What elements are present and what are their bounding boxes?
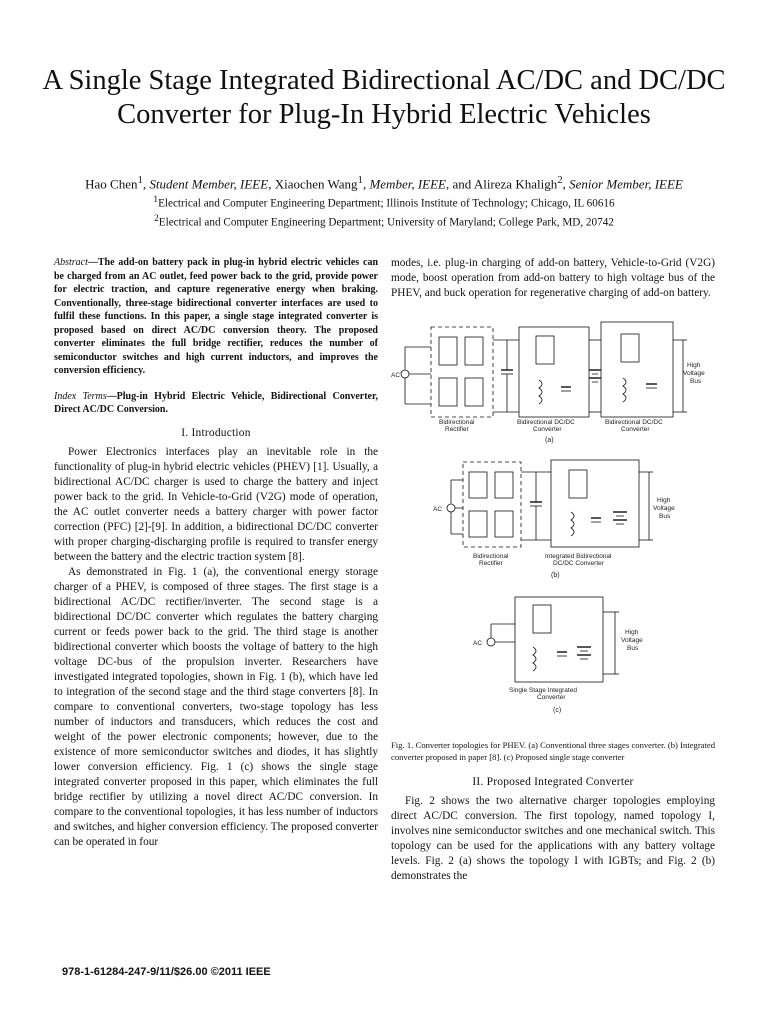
dcdc-label: Bidirectional DC/DC (517, 419, 575, 426)
inductor-icon (533, 647, 536, 671)
switch-icon (439, 337, 457, 365)
bidirectional-rectifier-box (463, 462, 521, 547)
switch-icon (569, 470, 587, 498)
index-terms-label: Index Terms (54, 390, 107, 402)
topology-c (473, 597, 643, 714)
high-voltage-label: Voltage (621, 637, 643, 644)
intro-paragraph-2: As demonstrated in Fig. 1 (a), the conventional energy storage charger of a PHEV, is composed of three stages. The first stage is a bidirectional AC/DC rectifier/inverter. The second stage is a bidirectional DC/DC converter which regulates the battery charging current or feeds power back to the grid. The third stage is another bidirectional converter which boosts the voltage of battery to the high voltage DC-bus of the propulsion inverter. Researchers have investigated integrated topologies, shown in Fig. 1 (b), which have led to integration of the second stage and the third stage converters [8]. In compare to conventional converters, two-stage topology has less number of inductors and transducers, which reduces the cost and weight of the power electronic components; however, due to the existence of more semiconductor switches and diodes, it has slightly lower conversion efficiency. Fig. 1 (c) shows the single stage integrated converter proposed in this paper, which eliminates the full bridge rectifier by utilizing a novel direct AC/DC conversion. In compare to the conventional topologies, it has less number of inductors and switches, and higher conversion efficiency. The proposed converter can be operated in four (54, 565, 378, 848)
high-voltage-label: Voltage (683, 370, 705, 377)
affiliation-2 (20, 214, 748, 229)
ac-source-icon (447, 504, 455, 512)
ac-label: AC (391, 372, 401, 379)
author-list: Hao Chen$^1$, Student Member, IEEE, Xiaochen Wang$^1$, Member, IEEE, and Alireza Khaligh$^2$, Senior Member, IEEE (85, 174, 683, 192)
dcdc-converter-box (601, 322, 673, 417)
single-stage-label: Converter (537, 694, 566, 701)
switch-icon (621, 334, 639, 362)
switch-icon (536, 336, 554, 364)
single-stage-converter-box (515, 597, 603, 682)
subfigure-tag: (a) (545, 437, 554, 444)
author-superscript: 1 (137, 174, 143, 186)
ac-label: AC (433, 506, 443, 513)
figure-1 (391, 312, 721, 722)
conjunction: and (452, 176, 472, 192)
topology-a (391, 322, 705, 444)
converter-topologies-diagram (391, 312, 721, 722)
rectifier-label: Rectifier (479, 560, 503, 567)
subfigure-tag: (c) (553, 707, 562, 714)
index-terms: Index Terms—Plug-in Hybrid Electric Vehicle, Bidirectional Converter, Direct AC/DC Conversion. (54, 390, 378, 415)
subfigure-tag: (b) (551, 572, 560, 579)
rectifier-label: Bidirectional (439, 419, 475, 426)
dcdc-label: Converter (621, 426, 650, 433)
integrated-dcdc-box (551, 460, 639, 547)
inductor-icon (571, 512, 574, 536)
figure-caption: Fig. 1. Converter topologies for PHEV. (a) Conventional three stages converter. (b) Integrated converter proposed in paper [8]. (c) Proposed single stage converter (391, 740, 715, 762)
section-heading-proposed: II. Proposed Integrated Converter (472, 776, 634, 788)
affiliation-superscript: 1 (153, 195, 159, 205)
bus-label: Bus (659, 513, 671, 520)
author-role: Member, IEEE (369, 176, 446, 192)
rectifier-label: Rectifier (445, 426, 469, 433)
high-voltage-label: Voltage (653, 505, 675, 512)
inductor-icon (623, 378, 626, 402)
author-superscript: 2 (557, 174, 563, 186)
copyright-footer: 978-1-61284-247-9/11/$26.00 ©2011 IEEE (62, 966, 271, 978)
switch-icon (465, 378, 483, 406)
topology-b (433, 460, 675, 579)
integrated-label: Integrated Bidirectional (545, 553, 612, 560)
dcdc-label: Bidirectional DC/DC (605, 419, 663, 426)
abstract-label: Abstract (54, 257, 88, 268)
author-role: Student Member, IEEE, (149, 176, 272, 192)
bus-label: Bus (690, 378, 702, 385)
bidirectional-rectifier-box (431, 327, 493, 417)
ac-source-icon (401, 370, 409, 378)
intro-paragraph-1: Power Electronics interfaces play an inevitable role in the functionality of plug-in hybrid electric vehicles (PHEV) [1]. Usually, a bidirectional AC/DC charger is used to charge the battery and inject power back to the grid. In Vehicle-to-Grid (V2G) mode of operation, the AC outlet converter needs a battery charger with power factor correction (PFC) [2]-[9]. In addition, a bidirectional DC/DC converter with proper charging-discharging profile is required to transfer energy between the battery and the electric traction system [8]. (54, 445, 378, 563)
high-voltage-label: High (687, 362, 701, 369)
affiliation-1 (20, 195, 748, 210)
switch-icon (495, 511, 513, 537)
affiliation-text: Electrical and Computer Engineering Department; Illinois Institute of Technology; Chicago, IL 60616 (158, 197, 615, 210)
author-name: Xiaochen Wang (274, 176, 358, 192)
dcdc-label: Converter (533, 426, 562, 433)
inductor-icon (539, 380, 542, 404)
high-voltage-label: High (657, 497, 671, 504)
affiliation-text: Electrical and Computer Engineering Department; University of Maryland; College Park, MD, 20742 (158, 216, 614, 229)
left-column (54, 256, 378, 850)
right-column-top (391, 256, 715, 301)
right-column-bottom (391, 766, 715, 884)
single-stage-label: Single Stage Integrated (509, 687, 577, 694)
switch-icon (465, 337, 483, 365)
ac-label: AC (473, 640, 483, 647)
switch-icon (469, 511, 487, 537)
switch-icon (533, 605, 551, 633)
intro-paragraph-3: modes, i.e. plug-in charging of add-on battery, Vehicle-to-Grid (V2G) mode, boost operation from add-on battery to high voltage bus of the PHEV, and buck operation for regenerative charging of add-on battery. (391, 257, 715, 299)
high-voltage-label: High (625, 629, 639, 636)
affiliation-superscript: 2 (154, 214, 159, 224)
author-name: Hao Chen (85, 176, 138, 192)
integrated-label: DC/DC Converter (553, 560, 604, 567)
ac-source-icon (487, 638, 495, 646)
switch-icon (439, 378, 457, 406)
paper-title: A Single Stage Integrated Bidirectional AC/DC and DC/DC Converter for Plug-In Hybrid Electric Vehicles (42, 65, 726, 130)
abstract-text: The add-on battery pack in plug-in hybrid electric vehicles can be charged from an AC outlet, feed power back to the grid, provide power for electric traction, and capture regenerative energy when braking. Conventionally, three-stage bidirectional converter interfaces are used to fulfil these functions. In this paper, a single stage integrated converter is proposed based on direct AC/DC conversion theory. The proposed converter eliminates the full bridge rectifier, reduces the number of semiconductor switches and high current inductors, and improves the conversion efficiency. (54, 257, 378, 376)
author-superscript: 1 (357, 174, 363, 186)
rectifier-label: Bidirectional (473, 553, 509, 560)
switch-icon (495, 472, 513, 498)
section2-paragraph-1: Fig. 2 shows the two alternative charger topologies employing direct AC/DC conversion. The first topology, named topology I, involves nine semiconductor switches and one mechanical switch. This topology can be used for the applications with any battery voltage levels. Fig. 2 (a) shows the topology I with IGBTs; and Fig. 2 (b) demonstrates the (391, 795, 715, 882)
author-role: Senior Member, IEEE (569, 176, 683, 192)
switch-icon (469, 472, 487, 498)
section-heading-introduction: I. Introduction (181, 426, 251, 439)
abstract: Abstract—The add-on battery pack in plug-in hybrid electric vehicles can be charged from an AC outlet, feed power back to the grid, provide power for electric traction, and capture regenerative energy when braking. Conventionally, three-stage bidirectional converter interfaces are used to fulfil these functions. In this paper, a single stage integrated converter is proposed based on direct AC/DC conversion theory. The proposed converter eliminates the full bridge rectifier, reduces the number of semiconductor switches and high current inductors, and improves the conversion efficiency. (54, 257, 378, 376)
index-terms-text: Plug-in Hybrid Electric Vehicle, Bidirectional Converter, Direct AC/DC Conversion. (54, 390, 378, 415)
author-name: Alireza Khaligh (473, 176, 558, 192)
bus-label: Bus (627, 645, 639, 652)
